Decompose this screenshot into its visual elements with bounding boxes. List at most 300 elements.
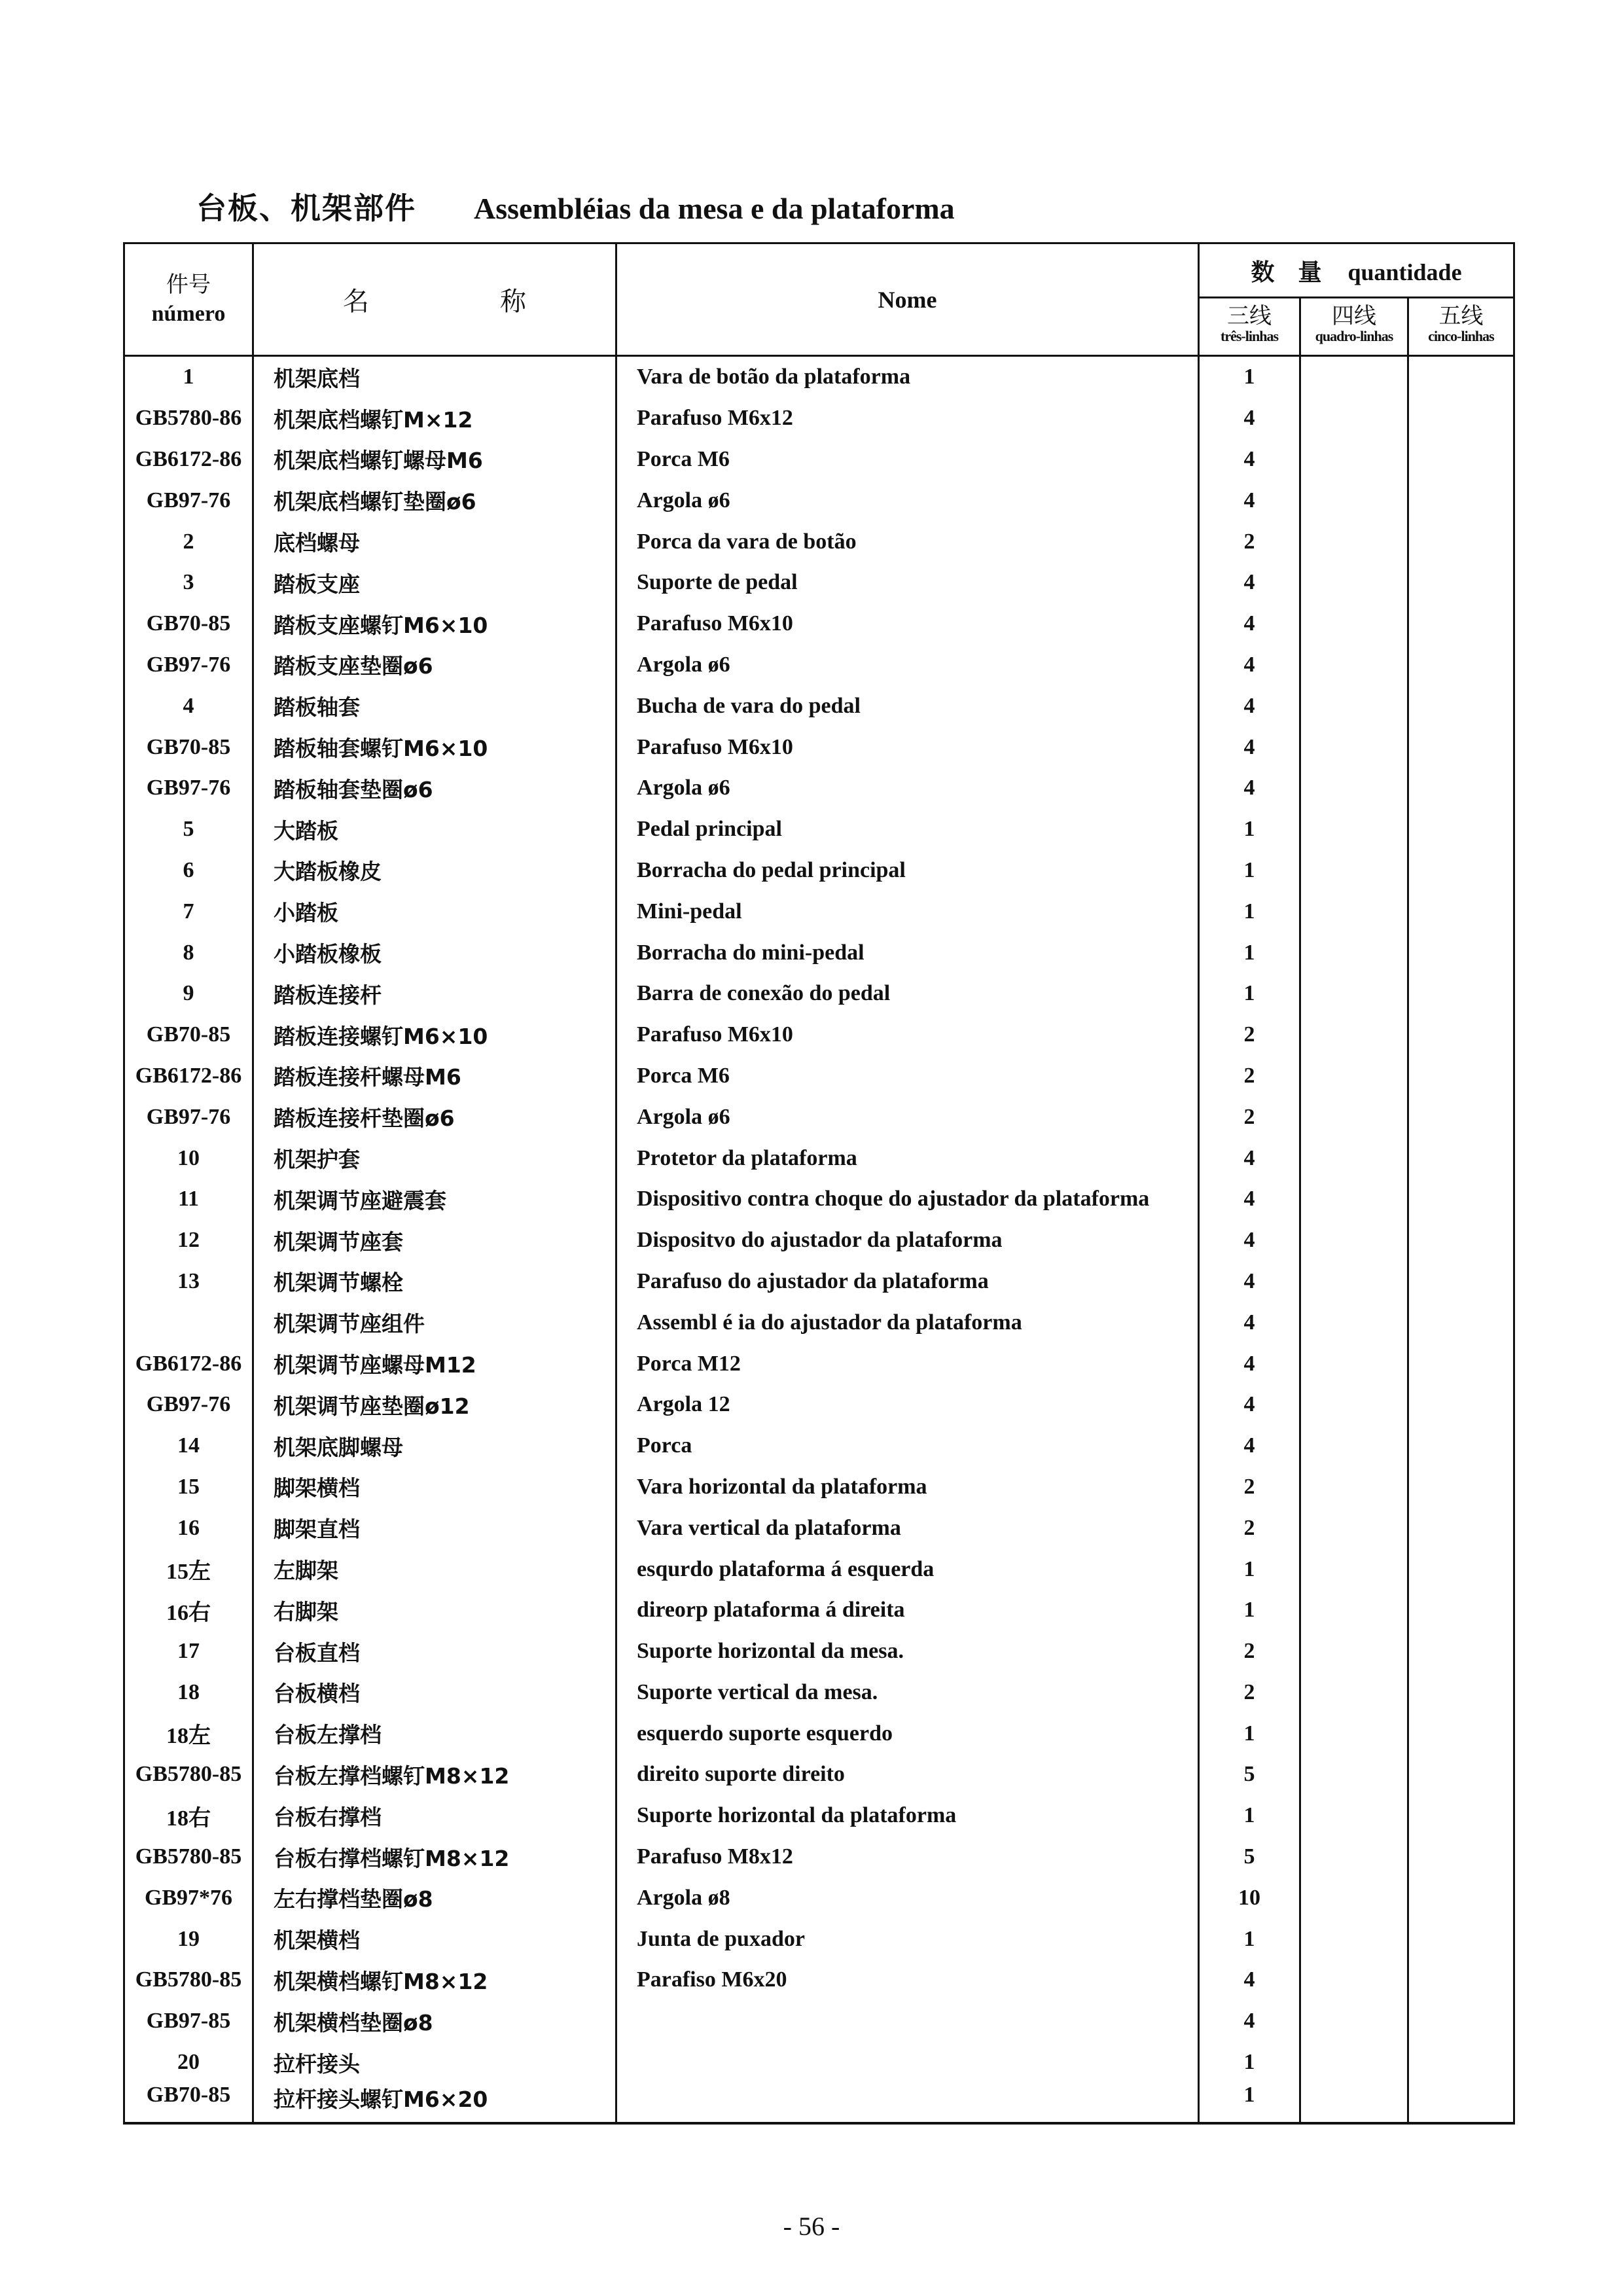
part-name-cn: 踏板支座垫圈ø6 bbox=[253, 645, 616, 686]
part-name-pt: Argola ø8 bbox=[616, 1877, 1199, 1918]
part-name-pt: Argola 12 bbox=[616, 1384, 1199, 1426]
qty-tres-linhas: 4 bbox=[1199, 480, 1300, 521]
qty-quadro-linhas bbox=[1300, 1302, 1408, 1343]
qty-quadro-linhas bbox=[1300, 356, 1408, 398]
part-number: 4 bbox=[124, 685, 253, 726]
qty-quadro-linhas bbox=[1300, 398, 1408, 439]
qty-tres-linhas: 4 bbox=[1199, 562, 1300, 603]
qty-tres-linhas: 5 bbox=[1199, 1837, 1300, 1878]
part-name-cn: 小踏板橡板 bbox=[253, 932, 616, 973]
qty-tres-linhas: 2 bbox=[1199, 1507, 1300, 1549]
qty-cinco-linhas bbox=[1408, 973, 1514, 1014]
qty-cinco-linhas bbox=[1408, 1096, 1514, 1138]
part-number: 3 bbox=[124, 562, 253, 603]
qty-quadro-linhas bbox=[1300, 1138, 1408, 1179]
qty-tres-linhas: 4 bbox=[1199, 1384, 1300, 1426]
part-name-cn: 台板右撑档 bbox=[253, 1795, 616, 1837]
part-number: 15左 bbox=[124, 1549, 253, 1590]
table-row bbox=[124, 1096, 1514, 1138]
qty-quadro-linhas bbox=[1300, 1837, 1408, 1878]
part-name-cn: 左右撑档垫圈ø8 bbox=[253, 1877, 616, 1918]
qty-tres-linhas: 4 bbox=[1199, 603, 1300, 645]
qty-tres-linhas: 10 bbox=[1199, 1877, 1300, 1918]
qty-quadro-linhas bbox=[1300, 1179, 1408, 1220]
part-name-pt: Parafuso do ajustador da plataforma bbox=[616, 1261, 1199, 1302]
part-name-cn: 机架调节座避震套 bbox=[253, 1179, 616, 1220]
qty-cinco-linhas bbox=[1408, 1179, 1514, 1220]
part-name-cn: 踏板连接杆螺母M6 bbox=[253, 1056, 616, 1097]
qty-quadro-linhas bbox=[1300, 932, 1408, 973]
part-name-cn: 拉杆接头螺钉M6×20 bbox=[253, 2083, 616, 2123]
qty-quadro-linhas bbox=[1300, 809, 1408, 850]
header-cinco-linhas bbox=[1408, 298, 1514, 356]
qty-tres-linhas: 4 bbox=[1199, 645, 1300, 686]
qty-quadro-linhas bbox=[1300, 1096, 1408, 1138]
part-number: 18左 bbox=[124, 1713, 253, 1754]
table-row bbox=[124, 603, 1514, 645]
qty-quadro-linhas bbox=[1300, 1343, 1408, 1384]
table-row bbox=[124, 1138, 1514, 1179]
qty-tres-linhas: 1 bbox=[1199, 891, 1300, 932]
qty-tres-linhas: 1 bbox=[1199, 2083, 1300, 2123]
part-name-pt: Assembl é ia do ajustador da plataforma bbox=[616, 1302, 1199, 1343]
part-number: 1 bbox=[124, 356, 253, 398]
table-row bbox=[124, 1672, 1514, 1713]
table-row bbox=[124, 645, 1514, 686]
qty-quadro-linhas bbox=[1300, 1056, 1408, 1097]
header-quadro-pt: quadro-linhas bbox=[1315, 328, 1393, 344]
qty-cinco-linhas bbox=[1408, 726, 1514, 768]
header-cinco-pt: cinco-linhas bbox=[1428, 328, 1494, 344]
qty-quadro-linhas bbox=[1300, 1672, 1408, 1713]
qty-quadro-linhas bbox=[1300, 2083, 1408, 2123]
header-quantity bbox=[1199, 243, 1514, 298]
part-number: 14 bbox=[124, 1426, 253, 1467]
qty-tres-linhas: 4 bbox=[1199, 1343, 1300, 1384]
qty-tres-linhas: 1 bbox=[1199, 932, 1300, 973]
qty-quadro-linhas bbox=[1300, 685, 1408, 726]
part-name-cn: 拉杆接头 bbox=[253, 2042, 616, 2083]
header-nome: Nome bbox=[616, 243, 1199, 356]
table-row bbox=[124, 1549, 1514, 1590]
qty-cinco-linhas bbox=[1408, 2083, 1514, 2123]
table-row bbox=[124, 1960, 1514, 2001]
qty-quadro-linhas bbox=[1300, 2042, 1408, 2083]
table-row bbox=[124, 1220, 1514, 1261]
parts-table-container bbox=[123, 242, 1513, 2125]
qty-cinco-linhas bbox=[1408, 1426, 1514, 1467]
qty-tres-linhas: 4 bbox=[1199, 1960, 1300, 2001]
table-row bbox=[124, 439, 1514, 480]
part-name-cn: 台板左撑档螺钉M8×12 bbox=[253, 1754, 616, 1795]
part-name-cn: 踏板轴套 bbox=[253, 685, 616, 726]
part-name-pt: direito suporte direito bbox=[616, 1754, 1199, 1795]
part-number: 17 bbox=[124, 1631, 253, 1672]
part-name-cn: 踏板轴套螺钉M6×10 bbox=[253, 726, 616, 768]
part-number: 20 bbox=[124, 2042, 253, 2083]
qty-quadro-linhas bbox=[1300, 1467, 1408, 1508]
table-row bbox=[124, 1631, 1514, 1672]
part-name-pt: Borracha do mini-pedal bbox=[616, 932, 1199, 973]
page-title-cn: 台板、机架部件 bbox=[196, 192, 416, 225]
table-row bbox=[124, 1179, 1514, 1220]
part-name-pt: Junta de puxador bbox=[616, 1918, 1199, 1960]
part-number: GB6172-86 bbox=[124, 1343, 253, 1384]
qty-tres-linhas: 2 bbox=[1199, 1467, 1300, 1508]
part-number: 19 bbox=[124, 1918, 253, 1960]
qty-quadro-linhas bbox=[1300, 1918, 1408, 1960]
part-name-pt: Suporte horizontal da plataforma bbox=[616, 1795, 1199, 1837]
qty-tres-linhas: 1 bbox=[1199, 973, 1300, 1014]
table-row bbox=[124, 1877, 1514, 1918]
qty-quadro-linhas bbox=[1300, 1014, 1408, 1056]
table-row bbox=[124, 2001, 1514, 2042]
part-name-cn: 大踏板橡皮 bbox=[253, 850, 616, 891]
table-row bbox=[124, 1261, 1514, 1302]
qty-quadro-linhas bbox=[1300, 2001, 1408, 2042]
qty-quadro-linhas bbox=[1300, 1507, 1408, 1549]
part-name-pt: Dispositivo contra choque do ajustador da plataforma bbox=[616, 1179, 1199, 1220]
qty-cinco-linhas bbox=[1408, 1056, 1514, 1097]
part-name-cn: 脚架直档 bbox=[253, 1507, 616, 1549]
table-row bbox=[124, 521, 1514, 562]
part-name-cn: 左脚架 bbox=[253, 1549, 616, 1590]
part-number: GB6172-86 bbox=[124, 1056, 253, 1097]
part-name-pt: Bucha de vara do pedal bbox=[616, 685, 1199, 726]
part-name-pt: Argola ø6 bbox=[616, 480, 1199, 521]
qty-cinco-linhas bbox=[1408, 1549, 1514, 1590]
part-name-pt: Suporte horizontal da mesa. bbox=[616, 1631, 1199, 1672]
part-number: 6 bbox=[124, 850, 253, 891]
part-name-pt: Mini-pedal bbox=[616, 891, 1199, 932]
part-name-cn: 机架底脚螺母 bbox=[253, 1426, 616, 1467]
qty-quadro-linhas bbox=[1300, 1877, 1408, 1918]
part-number: 16 bbox=[124, 1507, 253, 1549]
header-numero-cn: 件号 bbox=[166, 272, 211, 297]
part-number: GB97-76 bbox=[124, 1096, 253, 1138]
qty-cinco-linhas bbox=[1408, 603, 1514, 645]
qty-tres-linhas: 1 bbox=[1199, 850, 1300, 891]
page-number: - 56 - bbox=[783, 2212, 840, 2241]
part-name-pt: Pedal principal bbox=[616, 809, 1199, 850]
part-name-pt bbox=[616, 2083, 1199, 2123]
qty-cinco-linhas bbox=[1408, 562, 1514, 603]
table-row bbox=[124, 891, 1514, 932]
part-name-pt: Porca M6 bbox=[616, 439, 1199, 480]
part-name-pt: Porca M12 bbox=[616, 1343, 1199, 1384]
qty-tres-linhas: 1 bbox=[1199, 2042, 1300, 2083]
table-row bbox=[124, 1384, 1514, 1426]
part-name-cn: 台板直档 bbox=[253, 1631, 616, 1672]
table-row bbox=[124, 1426, 1514, 1467]
qty-cinco-linhas bbox=[1408, 1261, 1514, 1302]
qty-tres-linhas: 1 bbox=[1199, 809, 1300, 850]
part-number: 11 bbox=[124, 1179, 253, 1220]
qty-cinco-linhas bbox=[1408, 1590, 1514, 1631]
part-number: 8 bbox=[124, 932, 253, 973]
part-number: GB97-76 bbox=[124, 768, 253, 809]
qty-tres-linhas: 1 bbox=[1199, 1549, 1300, 1590]
part-number: GB5780-85 bbox=[124, 1960, 253, 2001]
table-row bbox=[124, 1056, 1514, 1097]
table-row bbox=[124, 768, 1514, 809]
qty-cinco-linhas bbox=[1408, 850, 1514, 891]
part-name-cn: 小踏板 bbox=[253, 891, 616, 932]
qty-quadro-linhas bbox=[1300, 1384, 1408, 1426]
qty-quadro-linhas bbox=[1300, 1426, 1408, 1467]
part-name-cn: 机架调节座组件 bbox=[253, 1302, 616, 1343]
part-number: GB70-85 bbox=[124, 1014, 253, 1056]
part-name-pt: Porca da vara de botão bbox=[616, 521, 1199, 562]
qty-tres-linhas: 4 bbox=[1199, 1261, 1300, 1302]
part-number: 5 bbox=[124, 809, 253, 850]
part-name-pt: Protetor da plataforma bbox=[616, 1138, 1199, 1179]
qty-tres-linhas: 1 bbox=[1199, 1918, 1300, 1960]
qty-tres-linhas: 2 bbox=[1199, 1096, 1300, 1138]
qty-tres-linhas: 4 bbox=[1199, 398, 1300, 439]
table-row bbox=[124, 1590, 1514, 1631]
part-number: GB97-85 bbox=[124, 2001, 253, 2042]
header-numero bbox=[124, 243, 253, 356]
qty-quadro-linhas bbox=[1300, 645, 1408, 686]
qty-quadro-linhas bbox=[1300, 1631, 1408, 1672]
part-name-pt: esquerdo suporte esquerdo bbox=[616, 1713, 1199, 1754]
part-name-pt: esqurdo plataforma á esquerda bbox=[616, 1549, 1199, 1590]
part-name-pt: Parafuso M6x10 bbox=[616, 726, 1199, 768]
part-name-cn: 台板右撑档螺钉M8×12 bbox=[253, 1837, 616, 1878]
header-tres-linhas bbox=[1199, 298, 1300, 356]
part-name-pt: Barra de conexão do pedal bbox=[616, 973, 1199, 1014]
qty-tres-linhas: 1 bbox=[1199, 356, 1300, 398]
table-row bbox=[124, 1795, 1514, 1837]
header-name-cn-right: 称 bbox=[500, 287, 526, 316]
table-row bbox=[124, 1343, 1514, 1384]
qty-tres-linhas: 2 bbox=[1199, 521, 1300, 562]
table-row bbox=[124, 809, 1514, 850]
part-name-cn: 机架底档螺钉垫圈ø6 bbox=[253, 480, 616, 521]
part-name-cn: 脚架横档 bbox=[253, 1467, 616, 1508]
part-name-cn: 踏板连接杆 bbox=[253, 973, 616, 1014]
qty-quadro-linhas bbox=[1300, 850, 1408, 891]
header-name-cn bbox=[253, 243, 616, 356]
qty-cinco-linhas bbox=[1408, 932, 1514, 973]
qty-cinco-linhas bbox=[1408, 439, 1514, 480]
part-number: GB70-85 bbox=[124, 2083, 253, 2123]
part-name-cn: 机架调节座套 bbox=[253, 1220, 616, 1261]
qty-tres-linhas: 4 bbox=[1199, 1220, 1300, 1261]
part-name-cn: 机架调节座垫圈ø12 bbox=[253, 1384, 616, 1426]
part-name-cn: 底档螺母 bbox=[253, 521, 616, 562]
part-name-cn: 踏板连接杆垫圈ø6 bbox=[253, 1096, 616, 1138]
qty-quadro-linhas bbox=[1300, 891, 1408, 932]
qty-cinco-linhas bbox=[1408, 1014, 1514, 1056]
part-name-cn: 机架横档螺钉M8×12 bbox=[253, 1960, 616, 2001]
part-number: GB70-85 bbox=[124, 603, 253, 645]
table-row bbox=[124, 2042, 1514, 2083]
page-title bbox=[196, 185, 955, 228]
qty-cinco-linhas bbox=[1408, 809, 1514, 850]
header-quadro-linhas bbox=[1300, 298, 1408, 356]
part-number: 16右 bbox=[124, 1590, 253, 1631]
part-name-pt: Vara vertical da plataforma bbox=[616, 1507, 1199, 1549]
parts-table bbox=[123, 242, 1515, 2125]
part-name-cn: 机架横档垫圈ø8 bbox=[253, 2001, 616, 2042]
qty-tres-linhas: 4 bbox=[1199, 1302, 1300, 1343]
qty-tres-linhas: 4 bbox=[1199, 1138, 1300, 1179]
qty-quadro-linhas bbox=[1300, 480, 1408, 521]
qty-quadro-linhas bbox=[1300, 1960, 1408, 2001]
part-number: 18 bbox=[124, 1672, 253, 1713]
qty-cinco-linhas bbox=[1408, 1837, 1514, 1878]
qty-tres-linhas: 4 bbox=[1199, 768, 1300, 809]
part-number: 2 bbox=[124, 521, 253, 562]
part-number: 15 bbox=[124, 1467, 253, 1508]
part-name-pt: Suporte de pedal bbox=[616, 562, 1199, 603]
part-number: 9 bbox=[124, 973, 253, 1014]
qty-tres-linhas: 4 bbox=[1199, 726, 1300, 768]
part-name-cn: 台板横档 bbox=[253, 1672, 616, 1713]
qty-cinco-linhas bbox=[1408, 2042, 1514, 2083]
part-name-pt: Parafuso M8x12 bbox=[616, 1837, 1199, 1878]
qty-tres-linhas: 1 bbox=[1199, 1590, 1300, 1631]
qty-cinco-linhas bbox=[1408, 1384, 1514, 1426]
table-row bbox=[124, 1918, 1514, 1960]
header-numero-pt: número bbox=[151, 301, 226, 326]
qty-cinco-linhas bbox=[1408, 1631, 1514, 1672]
qty-quadro-linhas bbox=[1300, 1795, 1408, 1837]
qty-tres-linhas: 4 bbox=[1199, 439, 1300, 480]
qty-quadro-linhas bbox=[1300, 1754, 1408, 1795]
qty-tres-linhas: 1 bbox=[1199, 1713, 1300, 1754]
qty-tres-linhas: 2 bbox=[1199, 1014, 1300, 1056]
table-row bbox=[124, 2083, 1514, 2123]
table-row bbox=[124, 726, 1514, 768]
table-row bbox=[124, 1754, 1514, 1795]
part-name-pt: Parafiso M6x20 bbox=[616, 1960, 1199, 2001]
header-cinco-cn: 五线 bbox=[1438, 304, 1484, 329]
part-name-cn: 大踏板 bbox=[253, 809, 616, 850]
part-number: 18右 bbox=[124, 1795, 253, 1837]
qty-cinco-linhas bbox=[1408, 1507, 1514, 1549]
part-name-cn: 踏板连接螺钉M6×10 bbox=[253, 1014, 616, 1056]
part-name-pt: Borracha do pedal principal bbox=[616, 850, 1199, 891]
part-name-cn: 机架横档 bbox=[253, 1918, 616, 1960]
header-tres-cn: 三线 bbox=[1227, 304, 1272, 329]
header-quantity-cn: 数 量 bbox=[1251, 259, 1322, 285]
qty-cinco-linhas bbox=[1408, 685, 1514, 726]
part-number: GB97*76 bbox=[124, 1877, 253, 1918]
qty-cinco-linhas bbox=[1408, 1467, 1514, 1508]
part-name-cn: 踏板支座螺钉M6×10 bbox=[253, 603, 616, 645]
table-row bbox=[124, 973, 1514, 1014]
qty-cinco-linhas bbox=[1408, 398, 1514, 439]
part-number: GB6172-86 bbox=[124, 439, 253, 480]
table-row bbox=[124, 932, 1514, 973]
part-name-pt: Vara de botão da plataforma bbox=[616, 356, 1199, 398]
qty-cinco-linhas bbox=[1408, 1960, 1514, 2001]
qty-tres-linhas: 2 bbox=[1199, 1672, 1300, 1713]
part-name-pt: Parafuso M6x10 bbox=[616, 603, 1199, 645]
part-name-pt: direorp plataforma á direita bbox=[616, 1590, 1199, 1631]
qty-cinco-linhas bbox=[1408, 1918, 1514, 1960]
part-number: GB5780-85 bbox=[124, 1837, 253, 1878]
qty-quadro-linhas bbox=[1300, 726, 1408, 768]
part-name-pt: Dispositvo do ajustador da plataforma bbox=[616, 1220, 1199, 1261]
part-name-cn: 台板左撑档 bbox=[253, 1713, 616, 1754]
qty-quadro-linhas bbox=[1300, 603, 1408, 645]
part-name-pt: Porca bbox=[616, 1426, 1199, 1467]
part-number: 13 bbox=[124, 1261, 253, 1302]
qty-quadro-linhas bbox=[1300, 562, 1408, 603]
qty-cinco-linhas bbox=[1408, 1795, 1514, 1837]
header-tres-pt: três-linhas bbox=[1221, 328, 1278, 344]
qty-quadro-linhas bbox=[1300, 521, 1408, 562]
qty-tres-linhas: 4 bbox=[1199, 1426, 1300, 1467]
qty-quadro-linhas bbox=[1300, 1549, 1408, 1590]
part-name-pt bbox=[616, 2001, 1199, 2042]
table-row bbox=[124, 685, 1514, 726]
qty-quadro-linhas bbox=[1300, 1713, 1408, 1754]
header-name-cn-left: 名 bbox=[343, 287, 369, 316]
qty-cinco-linhas bbox=[1408, 1672, 1514, 1713]
part-number: GB97-76 bbox=[124, 480, 253, 521]
qty-cinco-linhas bbox=[1408, 1138, 1514, 1179]
table-row bbox=[124, 398, 1514, 439]
part-number: GB5780-85 bbox=[124, 1754, 253, 1795]
part-name-pt: Argola ø6 bbox=[616, 645, 1199, 686]
qty-quadro-linhas bbox=[1300, 973, 1408, 1014]
table-row bbox=[124, 1302, 1514, 1343]
qty-cinco-linhas bbox=[1408, 480, 1514, 521]
page-title-pt: Assembléias da mesa e da plataforma bbox=[474, 192, 955, 225]
table-row bbox=[124, 1837, 1514, 1878]
qty-cinco-linhas bbox=[1408, 1220, 1514, 1261]
part-name-pt bbox=[616, 2042, 1199, 2083]
qty-cinco-linhas bbox=[1408, 1302, 1514, 1343]
part-name-pt: Argola ø6 bbox=[616, 1096, 1199, 1138]
parts-table-body bbox=[124, 356, 1514, 2124]
part-number bbox=[124, 1302, 253, 1343]
part-name-pt: Porca M6 bbox=[616, 1056, 1199, 1097]
table-row bbox=[124, 1014, 1514, 1056]
table-row bbox=[124, 356, 1514, 398]
part-name-cn: 右脚架 bbox=[253, 1590, 616, 1631]
table-row bbox=[124, 1507, 1514, 1549]
part-name-cn: 踏板轴套垫圈ø6 bbox=[253, 768, 616, 809]
table-row bbox=[124, 1713, 1514, 1754]
qty-tres-linhas: 4 bbox=[1199, 1179, 1300, 1220]
qty-tres-linhas: 4 bbox=[1199, 2001, 1300, 2042]
qty-quadro-linhas bbox=[1300, 1590, 1408, 1631]
qty-tres-linhas: 1 bbox=[1199, 1795, 1300, 1837]
qty-cinco-linhas bbox=[1408, 356, 1514, 398]
qty-quadro-linhas bbox=[1300, 439, 1408, 480]
qty-tres-linhas: 5 bbox=[1199, 1754, 1300, 1795]
part-name-cn: 机架底档螺钉螺母M6 bbox=[253, 439, 616, 480]
qty-cinco-linhas bbox=[1408, 1754, 1514, 1795]
part-name-cn: 机架调节座螺母M12 bbox=[253, 1343, 616, 1384]
part-number: 7 bbox=[124, 891, 253, 932]
table-row bbox=[124, 480, 1514, 521]
table-row bbox=[124, 562, 1514, 603]
part-number: GB5780-86 bbox=[124, 398, 253, 439]
part-name-cn: 机架底档螺钉M×12 bbox=[253, 398, 616, 439]
qty-cinco-linhas bbox=[1408, 2001, 1514, 2042]
qty-tres-linhas: 4 bbox=[1199, 685, 1300, 726]
qty-quadro-linhas bbox=[1300, 1261, 1408, 1302]
parts-table-header bbox=[124, 243, 1514, 356]
qty-cinco-linhas bbox=[1408, 521, 1514, 562]
